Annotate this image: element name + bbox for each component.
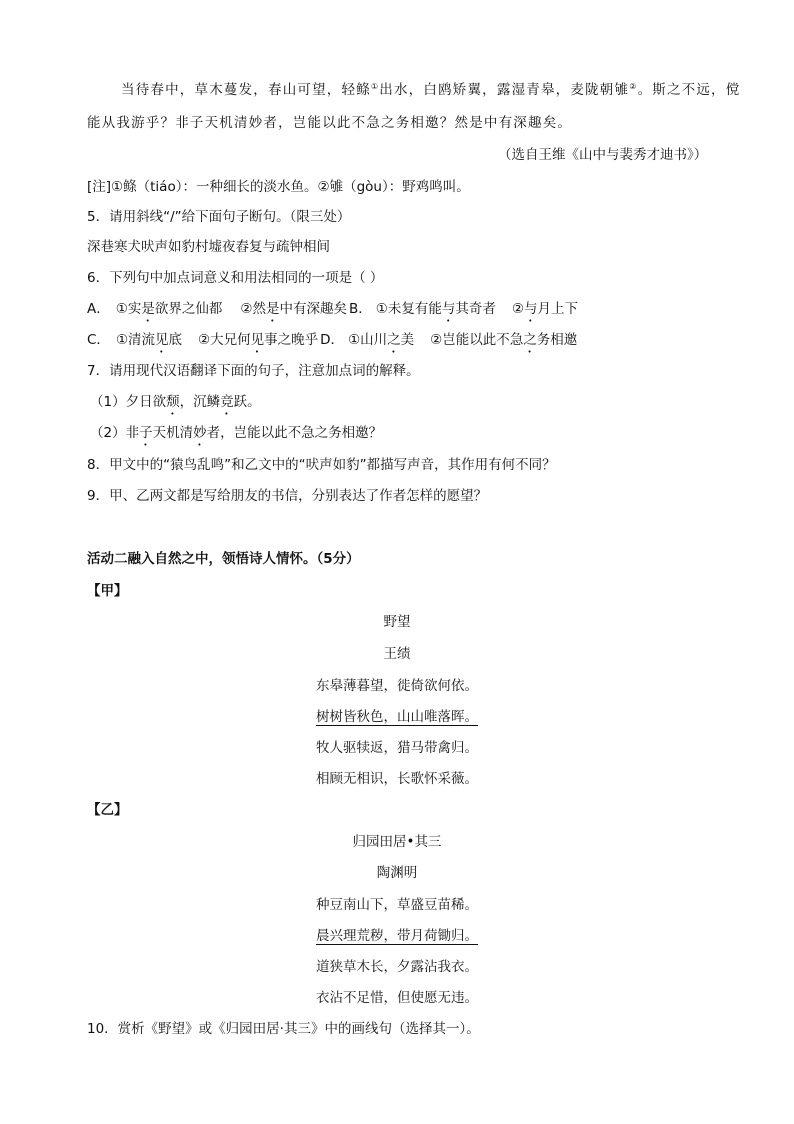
passage-line-2: 能从我游乎？非子天机清妙者，岂能以此不急之务相邀？然是中有深趣矣。: [87, 115, 573, 131]
annotation: [注]①鲦（tiáo）：一种细长的淡水鱼。②雊（gòu）：野鸡鸣叫。: [87, 179, 470, 195]
poem-1-author: 王绩: [383, 646, 411, 662]
question-7-1: （1）夕日欲颓，沉鳞竞跃。: [90, 394, 261, 410]
question-5: 5．请用斜线“/”给下面句子断句。（限三处）: [87, 209, 351, 225]
poem-2-line-1: 种豆南山下，草盛豆苗稀。: [316, 897, 478, 913]
poem-2-author: 陶渊明: [376, 865, 418, 881]
poem-2-line-4: 衣沾不足惜，但使愿无违。: [316, 990, 478, 1006]
poem-1-line-2: 树树皆秋色，山山唯落晖。: [316, 709, 478, 725]
poem-1-title: 野望: [383, 614, 411, 630]
poem-2-title: 归园田居•其三: [352, 834, 442, 850]
question-8: 8．甲文中的“猿鸟乱鸣”和乙文中的“吠声如豹”都描写声音，其作用有何不同？: [87, 457, 556, 473]
option-d-label: D．: [320, 332, 345, 348]
poem-2-line-3: 道狭草木长，夕露沾我衣。: [316, 959, 478, 975]
jia-label: 【甲】: [87, 583, 128, 599]
poem-2-line-2: 晨兴理荒秽，带月荷锄归。: [316, 928, 478, 944]
passage-line-1: 当待春中，草木蔓发，春山可望，轻鲦①出水，白鸥矫翼，露湿青皋，麦陇朝雊②。斯之不远，傥: [121, 82, 741, 98]
question-10: 10．赏析《野望》或《归园田居·其三》中的画线句（选择其一）。: [87, 1021, 480, 1037]
option-c-label: C．: [87, 332, 110, 348]
poem-1-line-1: 东皋薄暮望，徙倚欲何依。: [316, 678, 478, 694]
question-6-options-cd: C． ①清流见底 ②大兄何见事之晚乎 D． ①山川之美 ②岂能以此不急之务相邀: [87, 332, 578, 348]
question-7-2: （2）非子天机清妙者，岂能以此不急之务相邀？: [90, 425, 383, 441]
question-6-options-ab: A． ①实是欲界之仙都 ②然是中有深趣矣 B． ①未复有能与其奇者 ②与月上下: [87, 301, 578, 317]
poem-1-line-3: 牧人驱犊返，猎马带禽归。: [316, 740, 478, 756]
question-5-text: 深巷寒犬吠声如豹村墟夜舂复与疏钟相间: [87, 239, 330, 255]
question-9: 9．甲、乙两文都是写给朋友的书信，分别表达了作者怎样的愿望？: [87, 488, 488, 504]
poem-1-line-4: 相顾无相识，长歌怀采薇。: [316, 771, 478, 787]
question-7: 7．请用现代汉语翻译下面的句子，注意加点词的解释。: [87, 363, 420, 379]
yi-label: 【乙】: [87, 802, 128, 818]
passage-source: （选自王维《山中与裴秀才迪书》）: [498, 147, 708, 163]
option-b-label: B．: [348, 301, 372, 317]
option-a-label: A．: [87, 301, 110, 317]
activity-2-heading: 活动二融入自然之中，领悟诗人情怀。（5分）: [87, 551, 360, 567]
question-6: 6．下列句中加点词意义和用法相同的一项是（ ）: [87, 270, 384, 286]
